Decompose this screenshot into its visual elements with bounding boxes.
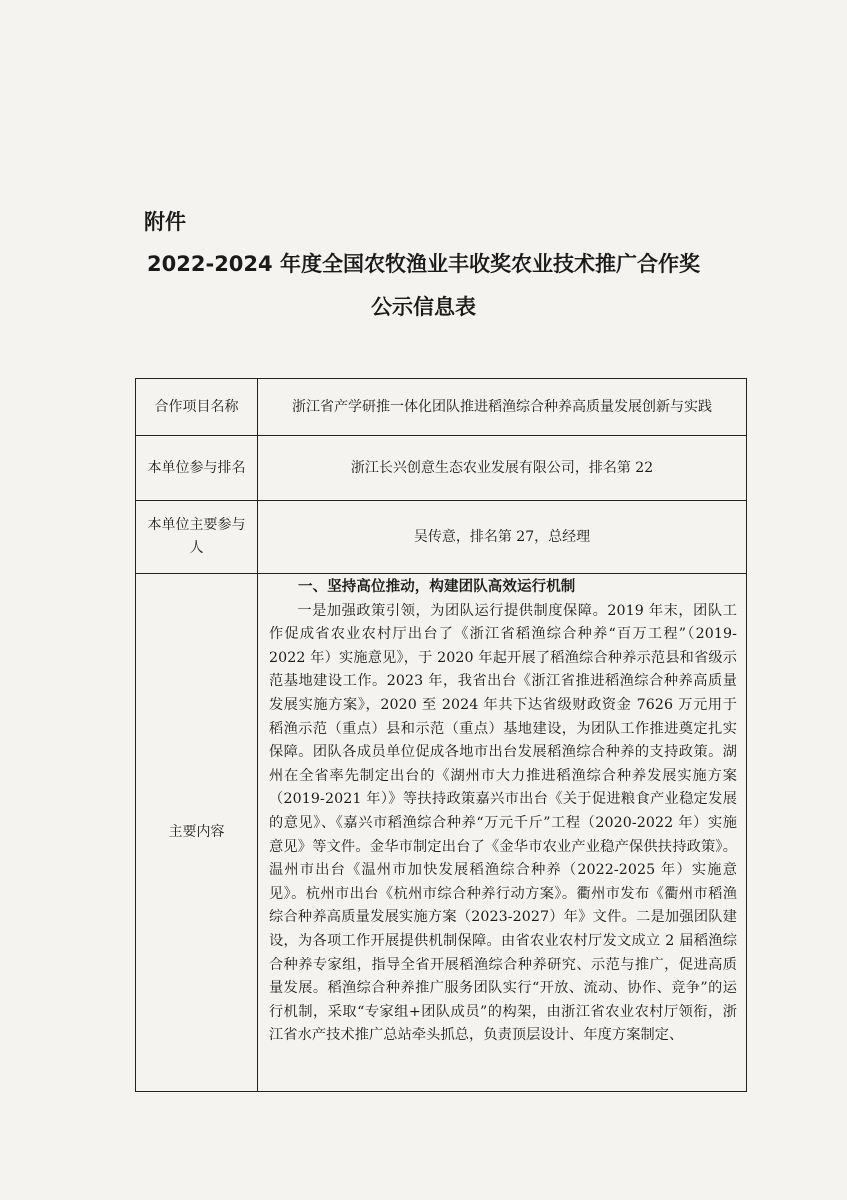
info-table xyxy=(135,378,747,1092)
row-label: 合作项目名称 xyxy=(136,379,258,436)
page-subtitle: 公示信息表 xyxy=(371,295,476,319)
content-heading: 一、坚持高位推动，构建团队高效运行机制 xyxy=(298,579,576,595)
table-row xyxy=(136,379,747,436)
table-row xyxy=(136,501,747,574)
content-paragraph: 一是加强政策引领，为团队运行提供制度保障。2019 年末，团队工作促成省农业农村厅出台了《浙江省稻渔综合种养“百万工程”（2019-2022 年）实施意见》，于 2020 年起开展了稻渔综合种养示范县和省级示范基地建设工作。2023 年，我省出台《浙江省推进稻渔综合种养高质量发展实施方案》，2020 至 2024 年共下达省级财政资金 7626 万元用于稻渔示范（重点）县和示范（重点）基地建设，为团队工作推进奠定扎实保障。团队各成员单位促成各地市出台发展稻渔综合种养的支持政策。湖州在全省率先制定出台的《湖州市大力推进稻渔综合种养发展实施方案（2019-2021 年）》等扶持政策嘉兴市出台《关于促进粮食产业稳定发展的意见》、《嘉兴市稻渔综合种养“万元千斤”工程（2020-2022 年）实施意见》等文件。金华市制定出台了《金华市农业产业稳产保供扶持政策》。温州市出台《温州市加快发展稻渔综合种养（2022-2025 年）实施意见》。杭州市出台《杭州市综合种养行动方案》。衢州市发布《衢州市稻渔综合种养高质量发展实施方案（2023-2027）年》文件。二是加强团队建设，为各项工作开展提供机制保障。由省农业农村厅发文成立 2 届稻渔综合种养专家组，指导全省开展稻渔综合种养研究、示范与推广，促进高质量发展。稻渔综合种养推广服务团队实行“开放、流动、协作、竞争”的运行机制，采取“专家组+团队成员”的构架，由浙江省农业农村厅领衔，浙江省水产技术推广总站牵头抓总，负责顶层设计、年度方案制定、 xyxy=(269,602,737,1044)
content-label: 主要内容 xyxy=(136,574,258,1092)
row-value: 吴传意，排名第 27，总经理 xyxy=(258,501,747,574)
content-cell xyxy=(258,574,747,1092)
row-value: 浙江长兴创意生态农业发展有限公司，排名第 22 xyxy=(258,436,747,501)
table-row xyxy=(136,436,747,501)
table-row xyxy=(136,574,747,1092)
attachment-label: 附件 xyxy=(144,210,186,234)
row-value: 浙江省产学研推一体化团队推进稻渔综合种养高质量发展创新与实践 xyxy=(258,379,747,436)
row-label: 本单位主要参与人 xyxy=(136,501,258,574)
row-label: 本单位参与排名 xyxy=(136,436,258,501)
page-title: 2022-2024 年度全国农牧渔业丰收奖农业技术推广合作奖 xyxy=(147,252,700,276)
content-body-wrap xyxy=(269,576,737,1066)
